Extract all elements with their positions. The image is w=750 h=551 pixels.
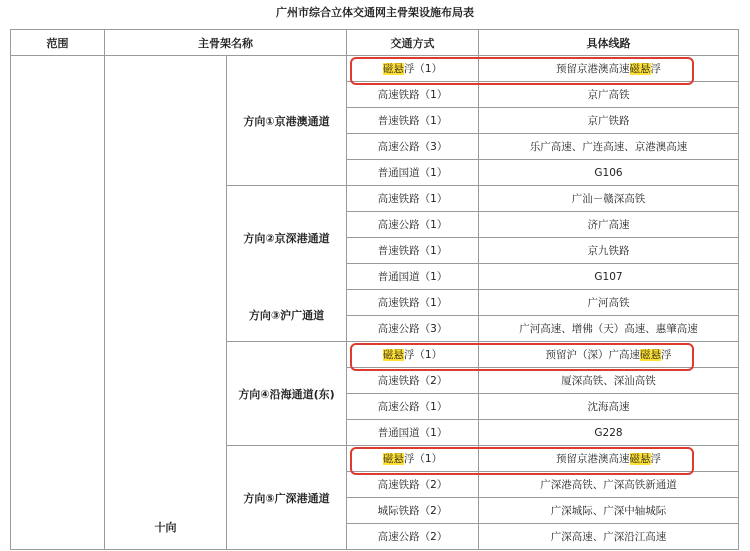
direction-label: 方向①京港澳通道 <box>227 56 347 186</box>
header-mode: 交通方式 <box>347 30 479 56</box>
highlight-maglev: 磁悬 <box>382 349 404 361</box>
document-title: 广州市综合立体交通网主骨架设施布局表 <box>276 6 474 19</box>
highlight-maglev: 磁悬 <box>382 453 404 465</box>
range-cell <box>11 56 105 550</box>
route-cell: 广河高铁 <box>479 290 739 316</box>
text-segment: 浮 <box>661 349 672 361</box>
direction-label: 方向③沪广通道 <box>227 290 347 342</box>
route-cell: 济广高速 <box>479 212 739 238</box>
mode-cell: 城际铁路（2） <box>347 498 479 524</box>
header-range: 范围 <box>11 30 105 56</box>
route-cell: G228 <box>479 420 739 446</box>
mode-cell: 高速铁路（2） <box>347 368 479 394</box>
route-cell: 厦深高铁、深汕高铁 <box>479 368 739 394</box>
mode-cell: 普通国道（1） <box>347 264 479 290</box>
route-cell <box>479 342 739 368</box>
route-cell: 乐广高速、广连高速、京港澳高速 <box>479 134 739 160</box>
route-cell: 广深港高铁、广深高铁新通道 <box>479 472 739 498</box>
text-segment: 浮（1） <box>403 63 443 75</box>
direction-label: 方向②京深港通道 <box>227 186 347 290</box>
highlight-maglev: 磁悬 <box>629 63 651 75</box>
mode-cell: 高速公路（1） <box>347 394 479 420</box>
mode-cell: 高速铁路（1） <box>347 82 479 108</box>
text-segment: 浮 <box>650 453 661 465</box>
mode-cell <box>347 56 479 82</box>
mode-cell: 高速铁路（2） <box>347 472 479 498</box>
text-segment: 预留京港澳高速 <box>556 63 630 75</box>
facility-layout-table <box>10 29 739 550</box>
mode-cell: 高速公路（3） <box>347 316 479 342</box>
text-segment: 浮 <box>650 63 661 75</box>
route-cell: 京广高铁 <box>479 82 739 108</box>
highlight-maglev: 磁悬 <box>640 349 661 361</box>
route-cell: 广汕－赣深高铁 <box>479 186 739 212</box>
route-cell: 广河高速、增佛（天）高速、惠肇高速 <box>479 316 739 342</box>
route-cell: G107 <box>479 264 739 290</box>
route-cell <box>479 446 739 472</box>
table-row <box>11 56 739 82</box>
mode-cell: 普速铁路（1） <box>347 108 479 134</box>
skeleton-group-cell: 十向 <box>105 56 227 550</box>
text-segment: 浮（1） <box>403 349 443 361</box>
route-cell: 广深高速、广深沿江高速 <box>479 524 739 550</box>
text-segment: 预留京港澳高速 <box>556 453 630 465</box>
route-cell <box>479 56 739 82</box>
mode-cell: 高速公路（1） <box>347 212 479 238</box>
text-segment: 预留沪（深）广高速 <box>545 349 640 361</box>
mode-cell: 高速公路（3） <box>347 134 479 160</box>
mode-cell <box>347 446 479 472</box>
highlight-maglev: 磁悬 <box>629 453 651 465</box>
text-segment: 浮（1） <box>403 453 443 465</box>
route-cell: 沈海高速 <box>479 394 739 420</box>
mode-cell <box>347 342 479 368</box>
route-cell: G106 <box>479 160 739 186</box>
route-cell: 广深城际、广深中轴城际 <box>479 498 739 524</box>
header-row <box>11 30 739 56</box>
mode-cell: 高速公路（2） <box>347 524 479 550</box>
direction-label: 方向⑤广深港通道 <box>227 446 347 550</box>
mode-cell: 高速铁路（1） <box>347 290 479 316</box>
direction-label: 方向④沿海通道(东) <box>227 342 347 446</box>
route-cell: 京广铁路 <box>479 108 739 134</box>
mode-cell: 普速铁路（1） <box>347 238 479 264</box>
mode-cell: 普通国道（1） <box>347 160 479 186</box>
highlight-maglev: 磁悬 <box>382 63 404 75</box>
route-cell: 京九铁路 <box>479 238 739 264</box>
header-route: 具体线路 <box>479 30 739 56</box>
mode-cell: 普通国道（1） <box>347 420 479 446</box>
header-skeleton-name: 主骨架名称 <box>105 30 347 56</box>
mode-cell: 高速铁路（1） <box>347 186 479 212</box>
